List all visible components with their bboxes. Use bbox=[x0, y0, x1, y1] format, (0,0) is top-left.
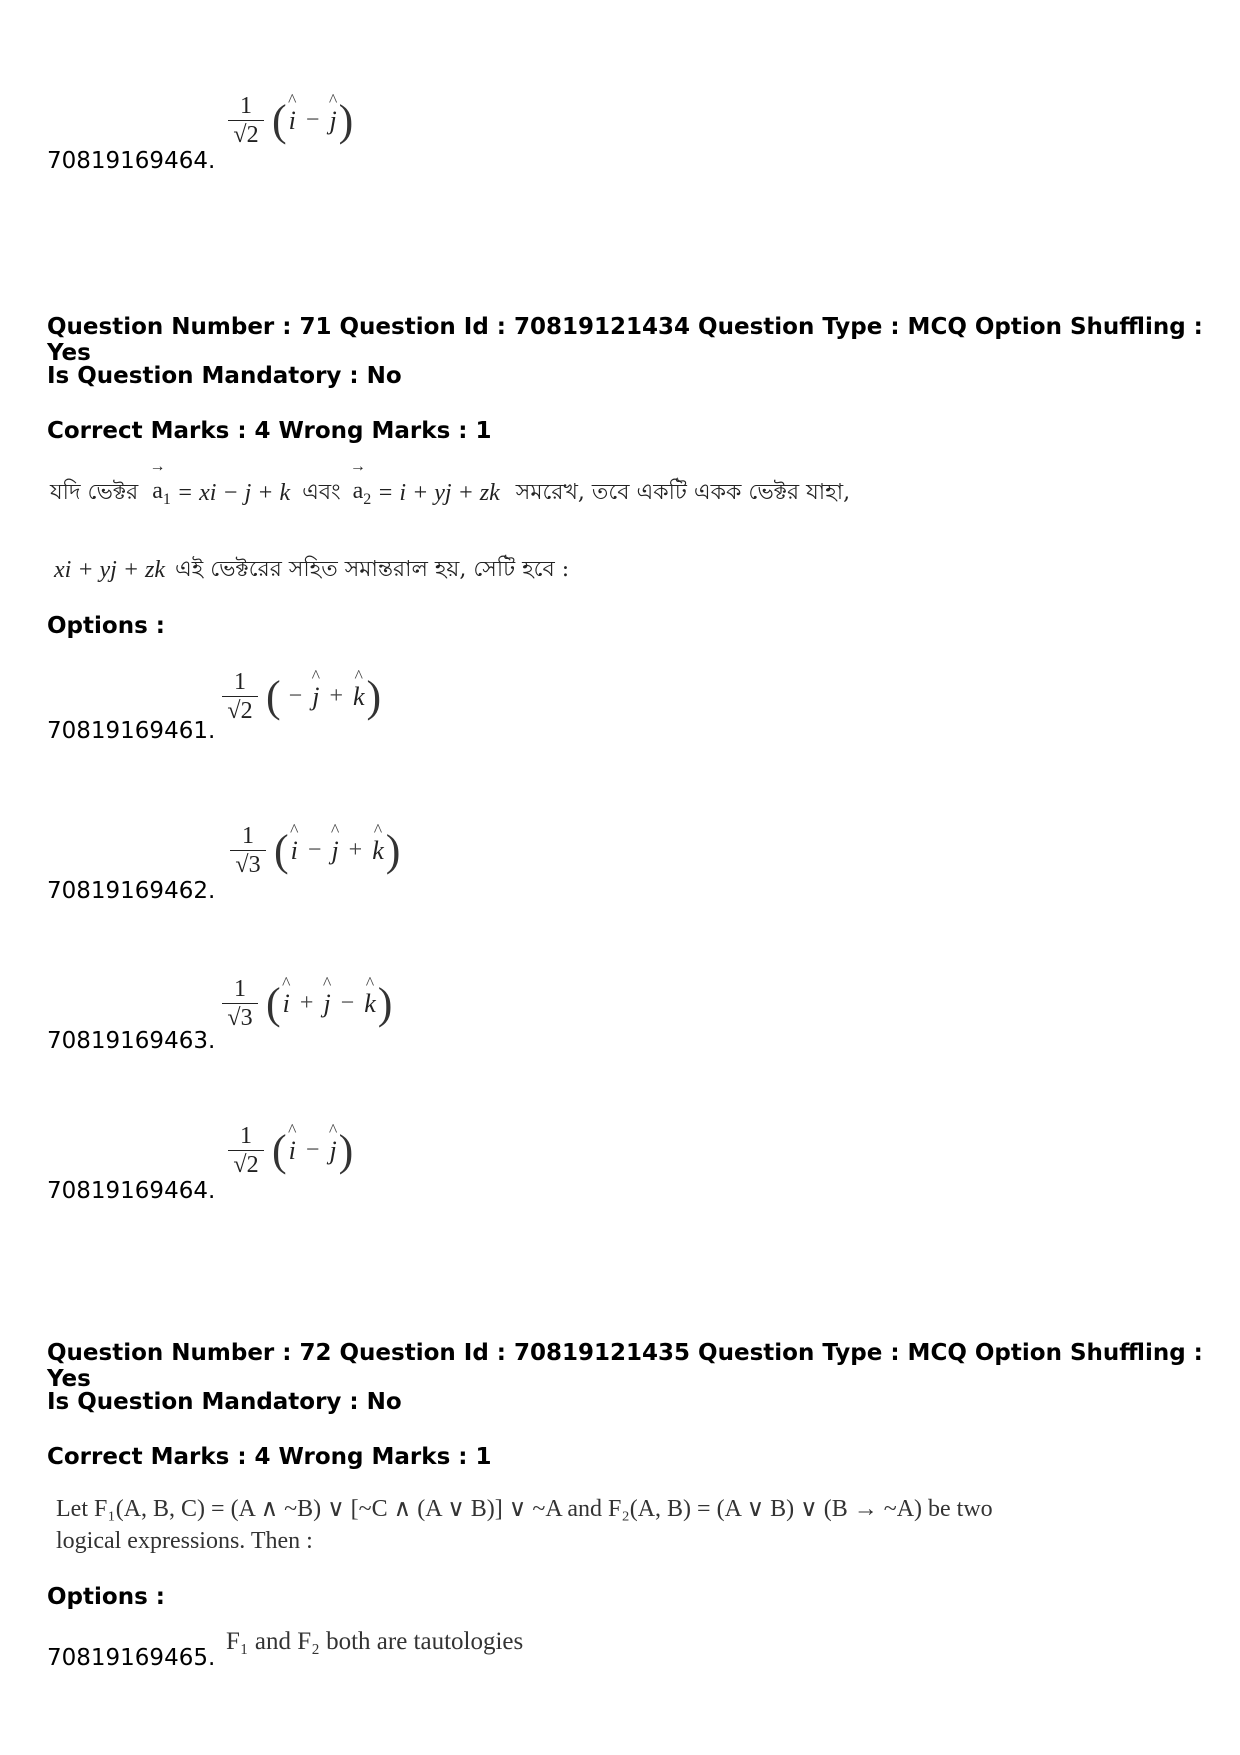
option-text: F₁ and F₂ both are tautologies bbox=[226, 1628, 524, 1655]
option-id: 70819169464. bbox=[47, 148, 216, 174]
question-mandatory: Is Question Mandatory : No bbox=[47, 363, 402, 389]
option-id: 70819169462. bbox=[47, 878, 216, 904]
option-math: $\frac{1}{√2}$ ( − ^ j + ^ k ) bbox=[222, 668, 381, 725]
question-marks: Correct Marks : 4 Wrong Marks : 1 bbox=[47, 1444, 492, 1470]
option-math: $\frac{1}{√2}$ ( ^ i − ^ j ) bbox=[228, 1122, 353, 1179]
option-id: 70819169464. bbox=[47, 1178, 216, 1204]
fraction: $\frac{1}{√2}$ bbox=[228, 92, 264, 149]
option-id: 70819169465. bbox=[47, 1645, 216, 1671]
option-math: $\frac{1}{√2}$ ( ^ i − ^ j ) bbox=[228, 92, 353, 149]
option-math: $\frac{1}{√3}$ ( ^ i − ^ j + ^ k ) bbox=[230, 822, 400, 879]
options-label: Options : bbox=[47, 1584, 165, 1610]
question-text-line-2: xi + yj + zk এই ভেক্টরের সহিত সমান্তরাল হয়, সেটি হবে : bbox=[54, 557, 570, 583]
option-id: 70819169461. bbox=[47, 718, 216, 744]
question-header: Question Number : 71 Question Id : 70819121434 Question Type : MCQ Option Shuffling : Yes bbox=[47, 314, 1203, 366]
question-text-line-1: Let F₁(A, B, C) = (A ∧ ~B) ∨ [~C ∧ (A ∨ B)] ∨ ~A and F₂(A, B) = (A ∨ B) ∨ (B → ~A) be two bbox=[56, 1496, 993, 1522]
options-label: Options : bbox=[47, 613, 165, 639]
question-text-line-2: logical expressions. Then : bbox=[56, 1528, 313, 1554]
question-mandatory: Is Question Mandatory : No bbox=[47, 1389, 402, 1415]
question-text-line-1: যদি ভেক্টর → $a_1$ = xi − j + k এবং → $a_2$ = i + yj + zk সমরেখ, তবে একটি একক ভেক্টর যাহা, bbox=[50, 475, 850, 512]
question-marks: Correct Marks : 4 Wrong Marks : 1 bbox=[47, 418, 492, 444]
option-id: 70819169463. bbox=[47, 1028, 216, 1054]
question-header: Question Number : 72 Question Id : 70819121435 Question Type : MCQ Option Shuffling : Yes bbox=[47, 1340, 1203, 1392]
option-math: $\frac{1}{√3}$ ( ^ i + ^ j − ^ k ) bbox=[222, 975, 392, 1032]
